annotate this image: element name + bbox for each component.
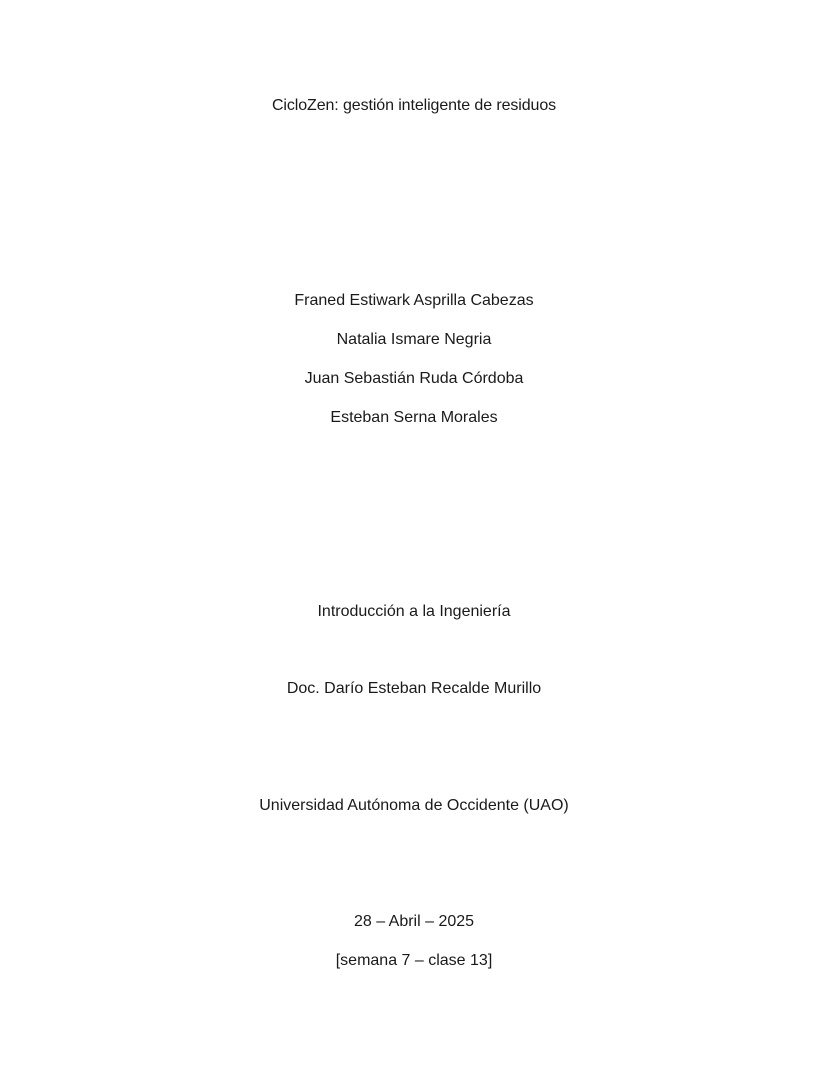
institution-name: Universidad Autónoma de Occidente (UAO) <box>259 797 569 814</box>
course-name: Introducción a la Ingeniería <box>317 603 511 620</box>
author-name: Franed Estiwark Asprilla Cabezas <box>294 292 534 309</box>
author-name: Esteban Serna Morales <box>330 409 498 426</box>
document-date: 28 – Abril – 2025 <box>353 913 475 930</box>
document-title: CicloZen: gestión inteligente de residuos <box>271 97 557 114</box>
author-name: Natalia Ismare Negria <box>336 331 492 348</box>
author-name: Juan Sebastián Ruda Córdoba <box>304 370 524 387</box>
session-label: [semana 7 – clase 13] <box>335 952 493 969</box>
instructor-name: Doc. Darío Esteban Recalde Murillo <box>286 680 542 697</box>
